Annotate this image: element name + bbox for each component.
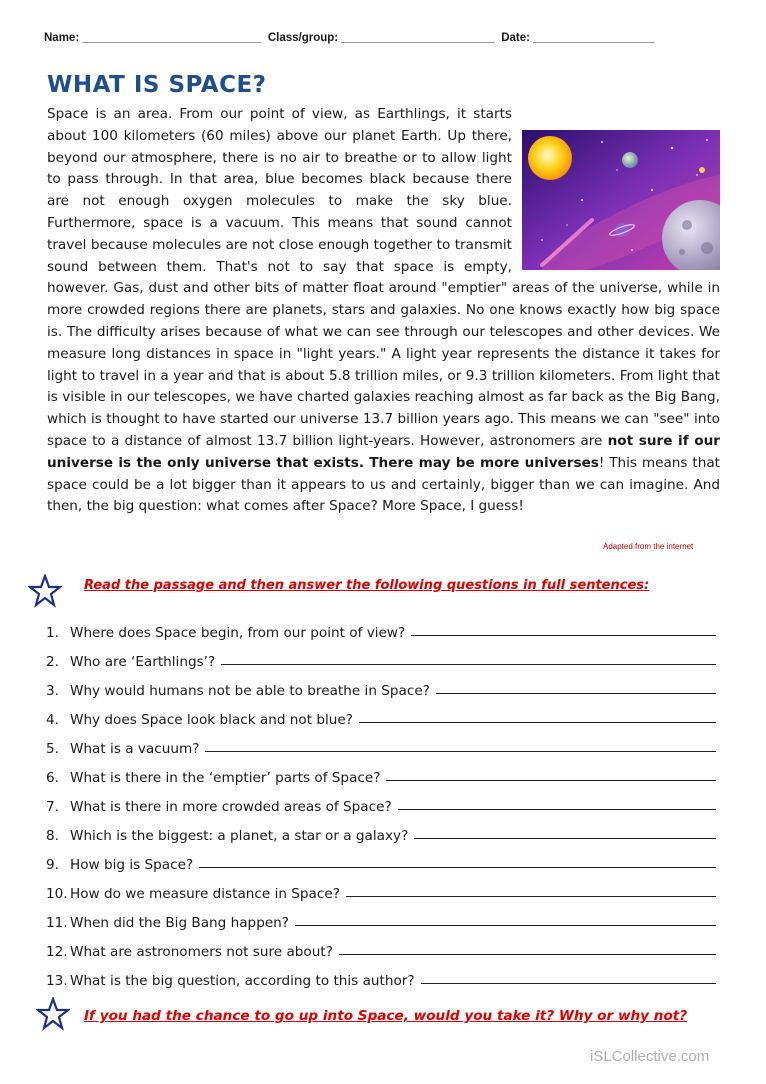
header xyxy=(44,32,724,44)
final-question: If you had the chance to go up into Space, would you take it? Why or why not? xyxy=(84,1008,688,1024)
question-item: 12. What are astronomers not sure about? xyxy=(46,931,722,960)
question-item: 5. What is a vacuum? xyxy=(46,728,722,757)
answer-line[interactable] xyxy=(295,924,716,926)
question-item: 8. Which is the biggest: a planet, a star or a galaxy? xyxy=(46,815,722,844)
star-icon xyxy=(28,574,62,608)
answer-line[interactable] xyxy=(386,779,716,781)
question-list xyxy=(46,612,722,989)
question-item: 1. Where does Space begin, from our point of view? xyxy=(46,612,722,641)
star-icon xyxy=(36,997,70,1031)
answer-line[interactable] xyxy=(421,982,716,984)
page-title: WHAT IS SPACE? xyxy=(47,72,267,98)
question-item: 6. What is there in the ‘emptier’ parts of Space? xyxy=(46,757,722,786)
answer-line[interactable] xyxy=(221,663,716,665)
question-item: 13. What is the big question, according to this author? xyxy=(46,960,722,989)
answer-line[interactable] xyxy=(339,953,716,955)
answer-line[interactable] xyxy=(346,895,716,897)
reading-passage xyxy=(47,104,720,518)
answer-line[interactable] xyxy=(411,634,716,636)
passage-bold-text: not sure if our universe is the only universe that exists. There may be more universes xyxy=(47,432,720,471)
date-field: Date: ___________________ xyxy=(501,32,655,44)
question-item: 10. How do we measure distance in Space? xyxy=(46,873,722,902)
question-item: 2. Who are ‘Earthlings’? xyxy=(46,641,722,670)
answer-line[interactable] xyxy=(414,837,716,839)
question-item: 4. Why does Space look black and not blue? xyxy=(46,699,722,728)
passage-text-2: ! This means that space could be a lot bigger than it appears to us and certainly, bigger than we can imagine. And then, the big question: what comes after Space? More Space, I guess! xyxy=(47,454,720,515)
question-item: 3. Why would humans not be able to breathe in Space? xyxy=(46,670,722,699)
source-credit: Adapted from the internet xyxy=(603,542,694,551)
question-item: 11. When did the Big Bang happen? xyxy=(46,902,722,931)
answer-line[interactable] xyxy=(398,808,716,810)
space-image xyxy=(522,130,720,270)
space-illustration xyxy=(522,130,720,270)
watermark: iSLCollective.com xyxy=(590,1048,710,1065)
passage-text-1: Space is an area. From our point of view, as Earthlings, it starts about 100 kilometers (60 miles) above our planet Earth. Up there, beyond our atmosphere, there is no air to breathe or to allow light to pass through. In that area, blue becomes black because there are not enough oxygen molecules to make the sky blue. Furthermore, space is a vacuum. This means that sound cannot travel because molecules are not close enough together to transmit sound between them. That's not to say that space is empty, however. Gas, dust and other bits of matter float around "emptier" areas of the universe, while in more crowded regions there are planets, stars and galaxies. No one knows exactly how big space is. The difficulty arises because of what we can see through our telescopes and other devices. We measure long distances in space in "light years." A light year represents the distance it takes for light to travel in a year and that is about 5.8 trillion miles, or 9.3 trillion kilometers. From light that is visible in our telescopes, we have charted galaxies reaching almost as far back as the Big Bang, which is thought to have started our universe 13.7 billion years ago. This means we can "see" into space to a distance of almost 13.7 billion light-years. However, astronomers are xyxy=(47,106,720,449)
answer-line[interactable] xyxy=(359,721,716,723)
answer-line[interactable] xyxy=(205,750,716,752)
answer-line[interactable] xyxy=(436,692,716,694)
instructions: Read the passage and then answer the following questions in full sentences: xyxy=(84,578,650,593)
class-group-field: Class/group: ________________________ xyxy=(267,32,495,44)
name-field: Name: ____________________________ xyxy=(44,32,262,44)
answer-line[interactable] xyxy=(199,866,716,868)
question-item: 7. What is there in more crowded areas of Space? xyxy=(46,786,722,815)
question-item: 9. How big is Space? xyxy=(46,844,722,873)
